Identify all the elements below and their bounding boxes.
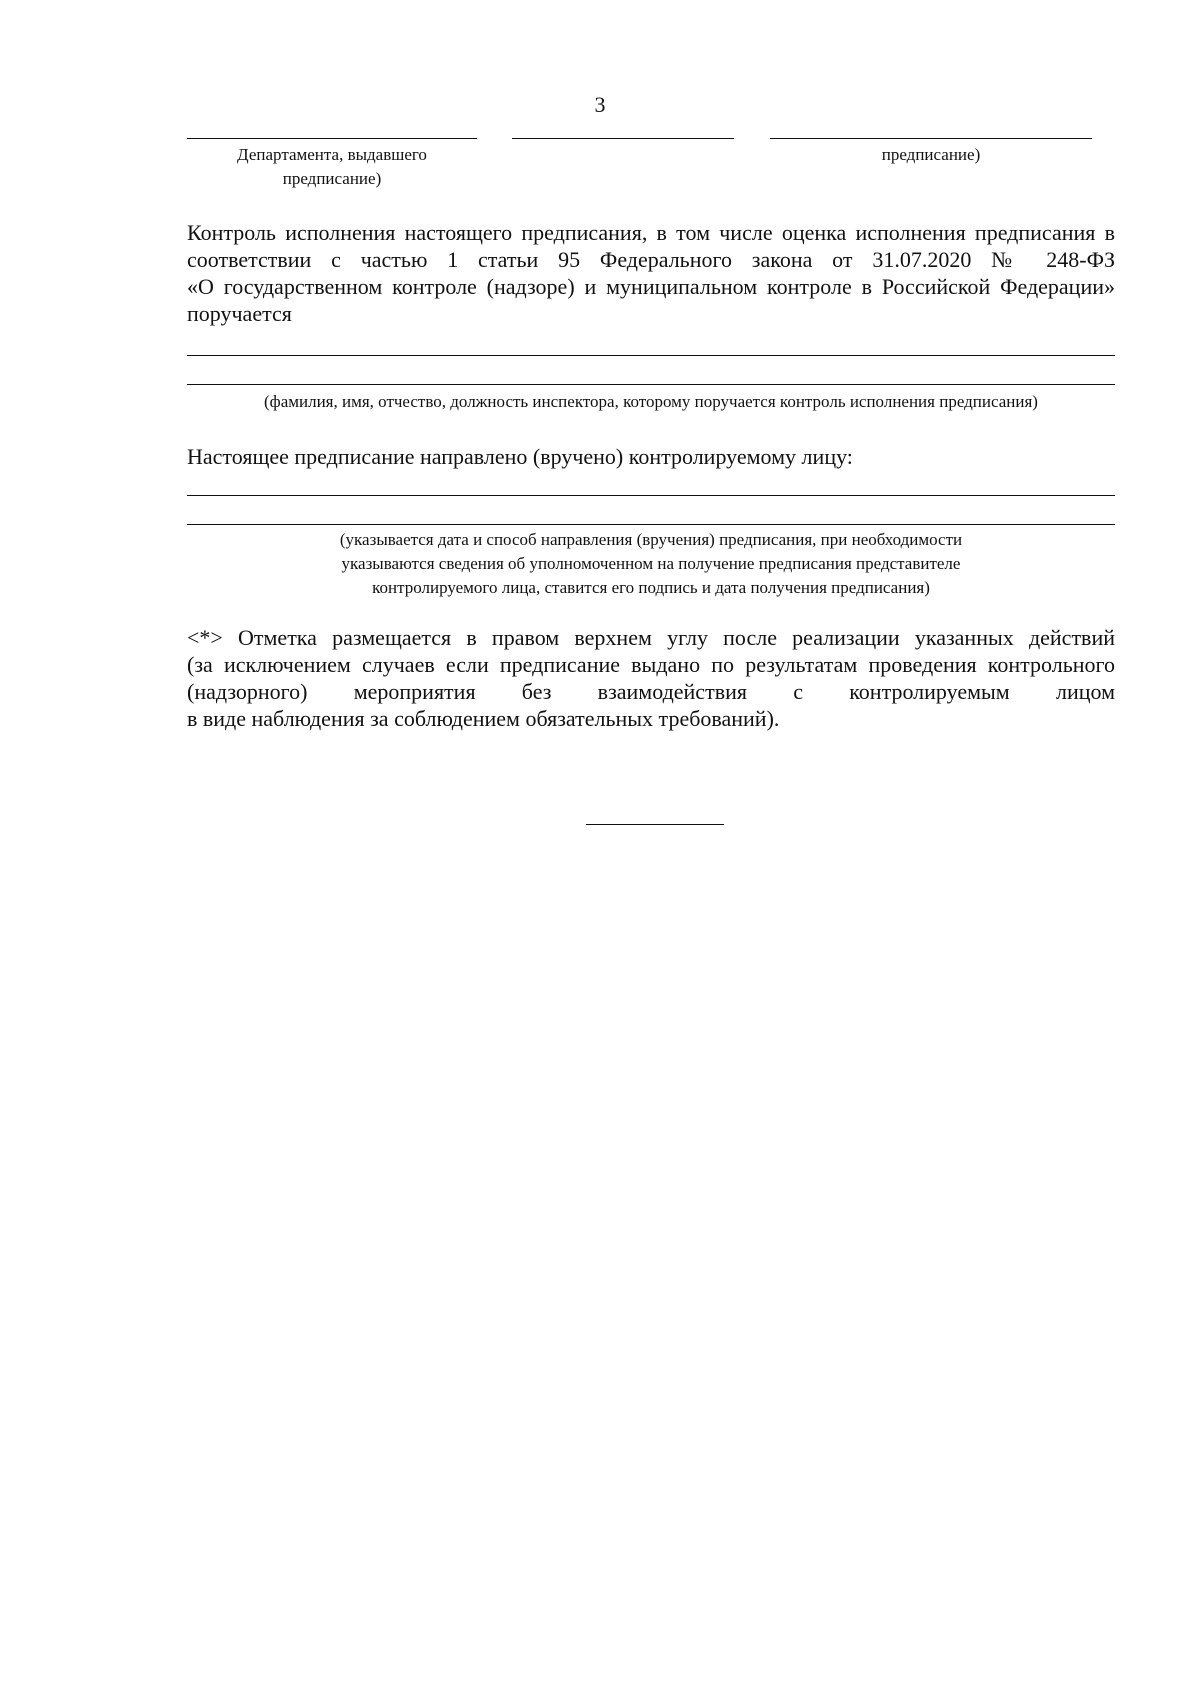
inspector-fill-line-2 <box>187 384 1115 385</box>
inspector-note: (фамилия, имя, отчество, должность инспектора, которому поручается контроль исполнения предписания) <box>264 392 1038 411</box>
control-paragraph <box>187 219 1115 327</box>
end-of-document-rule <box>586 824 724 825</box>
delivery-note <box>187 528 1115 600</box>
delivery-note-line2: указываются сведения об уполномоченном на получение предписания представителе <box>341 554 961 573</box>
signature-line-name <box>770 138 1092 139</box>
inspector-fill-line-1 <box>187 355 1115 356</box>
signature-caption-department-line1: Департамента, выдавшего <box>237 145 427 164</box>
page-number: 3 <box>594 92 606 117</box>
signature-caption-department <box>187 143 477 191</box>
delivery-note-line1: (указывается дата и способ направления (вручения) предписания, при необходимости <box>339 530 963 549</box>
delivery-paragraph: Настоящее предписание направлено (вручено) контролируемому лицу: <box>187 444 853 469</box>
control-paragraph-line4: поручается <box>187 301 292 326</box>
control-paragraph-line1: Контроль исполнения настоящего предписания, в том числе оценка исполнения предписания в <box>187 220 1115 245</box>
control-paragraph-line2: соответствии с частью 1 статьи 95 Федерального закона от 31.07.2020 № 248-ФЗ <box>187 247 1115 272</box>
footnote-line1: <*> Отметка размещается в правом верхнем углу после реализации указанных действий <box>187 625 1115 650</box>
footnote-line4: в виде наблюдения за соблюдением обязательных требований). <box>187 706 780 731</box>
signature-line-signature <box>512 138 734 139</box>
signature-line-department <box>187 138 477 139</box>
signature-caption-name: предписание) <box>881 145 981 164</box>
delivery-fill-line-2 <box>187 524 1115 525</box>
footnote-line3: (надзорного) мероприятия без взаимодействия с контролируемым лицом <box>187 679 1115 704</box>
delivery-fill-line-1 <box>187 495 1115 496</box>
delivery-note-line3: контролируемого лица, ставится его подпись и дата получения предписания) <box>372 578 930 597</box>
footnote <box>187 624 1115 732</box>
control-paragraph-line3: «О государственном контроле (надзоре) и муниципальном контроле в Российской Федерации» <box>187 274 1115 299</box>
footnote-line2: (за исключением случаев если предписание выдано по результатам проведения контрольного <box>187 652 1115 677</box>
signature-caption-department-line2: предписание) <box>282 169 382 188</box>
